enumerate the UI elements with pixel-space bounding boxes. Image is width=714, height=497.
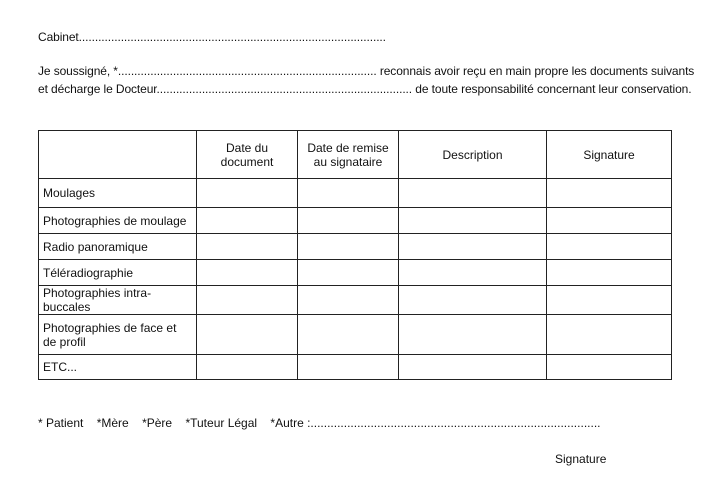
- declaration-line-1: Je soussigné, *................................................................................ reconnais avoir reçu en main propre les documents suivants: [38, 64, 695, 78]
- table-row: [39, 286, 672, 315]
- cell-date-remise[interactable]: [298, 355, 399, 380]
- cell-date-document[interactable]: [197, 260, 298, 286]
- row-label: Moulages: [39, 179, 197, 208]
- option-pere: *Père: [142, 416, 173, 430]
- cell-date-remise[interactable]: [298, 179, 399, 208]
- cell-date-document[interactable]: [197, 315, 298, 355]
- cell-date-document[interactable]: [197, 355, 298, 380]
- row-label: Téléradiographie: [39, 260, 197, 286]
- table-row: [39, 179, 672, 208]
- cell-date-remise[interactable]: [298, 208, 399, 234]
- table-row: [39, 355, 672, 380]
- table-row: [39, 260, 672, 286]
- cell-date-document[interactable]: [197, 179, 298, 208]
- cell-description[interactable]: [399, 208, 547, 234]
- cell-description[interactable]: [399, 260, 547, 286]
- cell-date-remise[interactable]: [298, 315, 399, 355]
- cell-signature[interactable]: [547, 179, 672, 208]
- cell-date-document[interactable]: [197, 208, 298, 234]
- row-label: Radio panoramique: [39, 234, 197, 260]
- header-date-document: Date du document: [197, 131, 298, 179]
- cell-signature[interactable]: [547, 260, 672, 286]
- row-label: Photographies de face et de profil: [39, 315, 197, 355]
- cell-date-remise[interactable]: [298, 234, 399, 260]
- table-row: [39, 315, 672, 355]
- table-row: [39, 208, 672, 234]
- option-autre: *Autre :.......................................................................................: [270, 416, 601, 430]
- signatory-options: [38, 416, 610, 430]
- option-tuteur: *Tuteur Légal: [185, 416, 258, 430]
- row-label: Photographies de moulage: [39, 208, 197, 234]
- header-description: Description: [399, 131, 547, 179]
- cell-signature[interactable]: [547, 208, 672, 234]
- cell-signature[interactable]: [547, 315, 672, 355]
- row-label: Photographies intra-buccales: [39, 286, 197, 315]
- header-signature: Signature: [547, 131, 672, 179]
- option-patient: * Patient: [38, 416, 84, 430]
- cell-description[interactable]: [399, 179, 547, 208]
- cell-date-document[interactable]: [197, 286, 298, 315]
- cell-description[interactable]: [399, 234, 547, 260]
- cell-description[interactable]: [399, 286, 547, 315]
- cell-description[interactable]: [399, 315, 547, 355]
- table-header-row: [39, 131, 672, 179]
- cell-description[interactable]: [399, 355, 547, 380]
- cell-signature[interactable]: [547, 234, 672, 260]
- cell-date-document[interactable]: [197, 234, 298, 260]
- option-mere: *Mère: [96, 416, 129, 430]
- declaration-line-2: et décharge le Docteur............................................................................... de toute responsabilité concernant leur conservation.: [38, 82, 692, 96]
- header-date-remise: Date de remise au signataire: [298, 131, 399, 179]
- cell-date-remise[interactable]: [298, 286, 399, 315]
- row-label: ETC...: [39, 355, 197, 380]
- cabinet-line: Cabinet...............................................................................................: [38, 30, 386, 44]
- cell-date-remise[interactable]: [298, 260, 399, 286]
- documents-table: [38, 130, 672, 380]
- signature-label: Signature: [555, 452, 607, 466]
- header-cell-empty: [39, 131, 197, 179]
- table-row: [39, 234, 672, 260]
- cell-signature[interactable]: [547, 286, 672, 315]
- cell-signature[interactable]: [547, 355, 672, 380]
